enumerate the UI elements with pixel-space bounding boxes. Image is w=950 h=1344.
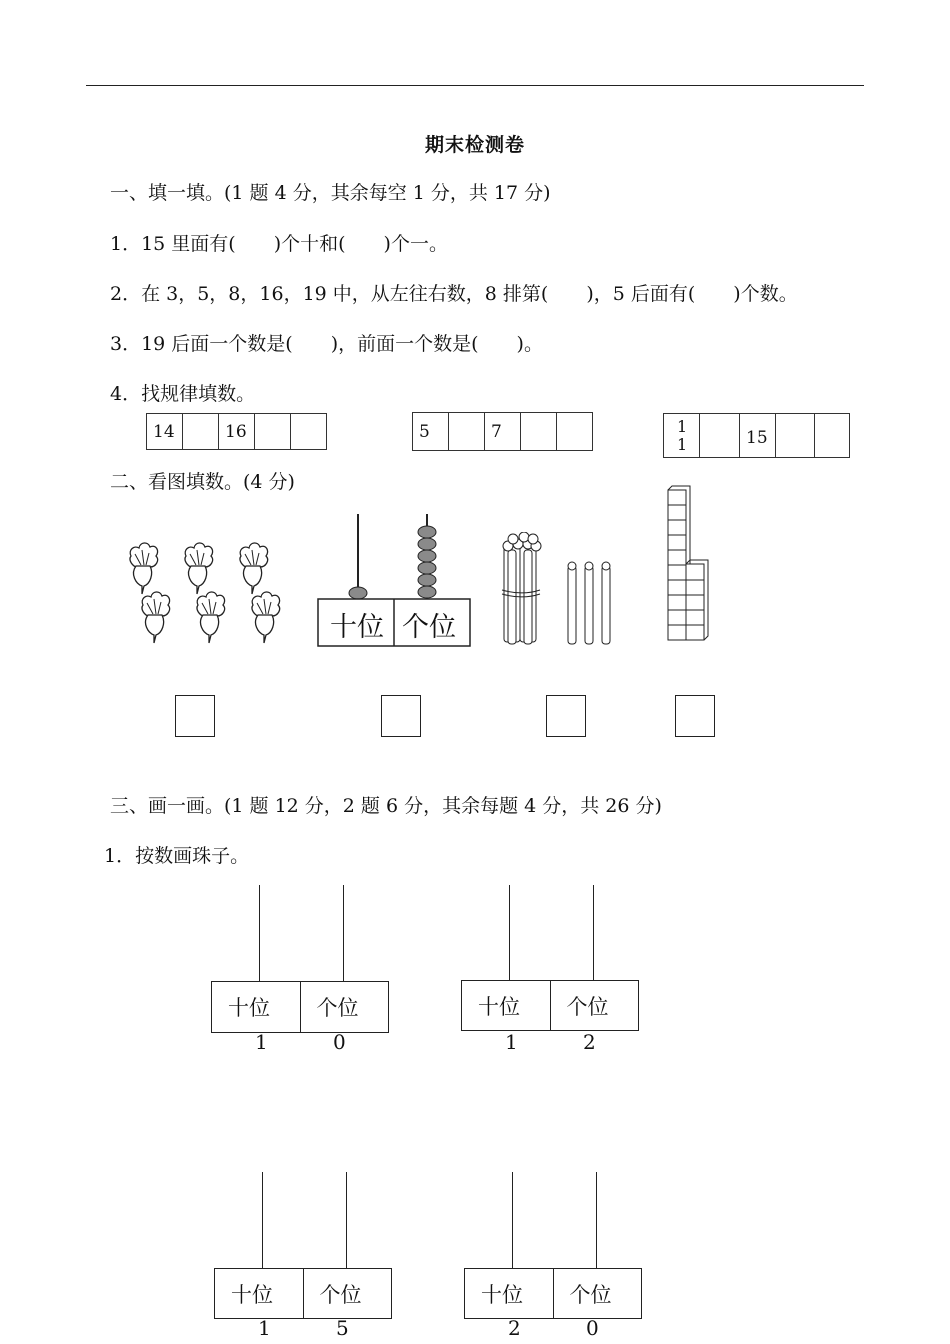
seq1-cell[interactable]	[291, 414, 327, 450]
answer-box-sticks[interactable]	[546, 695, 586, 737]
seq1-cell[interactable]	[255, 414, 291, 450]
tens-digit: 1	[505, 1030, 518, 1054]
question-1-4: 4．找规律填数。	[110, 383, 256, 405]
seq1-cell: 14	[147, 414, 183, 450]
radish-icon	[197, 592, 225, 643]
seq2-cell: 5	[413, 413, 449, 451]
ones-label: 个位	[316, 996, 359, 1020]
page-title: 期末检测卷	[424, 134, 525, 156]
tens-rod[interactable]	[259, 885, 260, 982]
section3-heading: 三、画一画。(1 题 12 分，2 题 6 分，其余每题 4 分，共 26 分)	[110, 795, 662, 817]
seq2-cell[interactable]	[557, 413, 593, 451]
sequence-table-1	[146, 413, 327, 450]
ones-digit: 5	[336, 1316, 349, 1340]
question-1-2: 2．在 3，5，8，16，19 中，从左往右数，8 排第( )，5 后面有( )个数。	[110, 283, 798, 305]
abacus-box-4	[464, 1268, 642, 1319]
tens-label: 十位	[465, 1269, 554, 1318]
tens-digit: 2	[508, 1316, 521, 1340]
seq2-cell[interactable]	[521, 413, 557, 451]
seq2-cell: 7	[485, 413, 521, 451]
seq1-cell: 16	[219, 414, 255, 450]
ones-label: 个位	[566, 994, 609, 1019]
answer-box-radishes[interactable]	[175, 695, 215, 737]
tens-label: 十位	[462, 981, 551, 1030]
top-rule	[86, 85, 864, 86]
ones-rod[interactable]	[346, 1172, 347, 1269]
radish-icon	[185, 543, 213, 594]
tens-digit: 1	[258, 1316, 271, 1340]
ones-rod[interactable]	[343, 885, 344, 982]
abacus-box-2	[461, 980, 639, 1031]
radish-icon	[142, 592, 170, 643]
tens-rod[interactable]	[512, 1172, 513, 1269]
seq3-cell[interactable]	[700, 414, 740, 458]
seq3-first-top: 1	[677, 416, 688, 436]
tens-rod[interactable]	[509, 885, 510, 981]
ones-label: 个位	[569, 1282, 612, 1307]
tens-rod[interactable]	[262, 1172, 263, 1269]
ones-digit: 0	[586, 1316, 599, 1340]
sequence-table-2	[412, 412, 593, 451]
seq2-cell[interactable]	[449, 413, 485, 451]
seq3-cell[interactable]	[815, 414, 850, 458]
seq3-cell: 15	[740, 414, 776, 458]
seq1-cell[interactable]	[183, 414, 219, 450]
ones-digit: 2	[583, 1030, 596, 1054]
ones-label: 个位	[319, 1282, 362, 1307]
section2-heading: 二、看图填数。(4 分)	[110, 471, 295, 493]
seq3-cell[interactable]	[776, 414, 815, 458]
question-1-3: 3．19 后面一个数是( )，前面一个数是( )。	[110, 333, 543, 355]
answer-box-abacus[interactable]	[381, 695, 421, 737]
abacus-box-1	[211, 981, 389, 1033]
radish-icon	[252, 592, 280, 643]
tens-label: 十位	[215, 1269, 304, 1318]
sticks-illustration	[496, 532, 616, 646]
question-3-1: 1．按数画珠子。	[104, 845, 250, 867]
seq3-first-bottom: 1	[677, 434, 688, 454]
seq3-cell	[664, 414, 700, 458]
ones-rod[interactable]	[596, 1172, 597, 1269]
cubes-illustration	[664, 484, 710, 644]
sequence-table-3	[663, 413, 850, 458]
abacus-tens-label: 十位	[330, 612, 384, 643]
ones-digit: 0	[333, 1030, 346, 1054]
tens-label: 十位	[212, 982, 301, 1032]
bead-icon	[418, 526, 436, 538]
radish-group-illustration	[120, 540, 300, 650]
abacus-ones-label: 个位	[402, 612, 456, 643]
ones-rod[interactable]	[593, 885, 594, 981]
answer-box-cubes[interactable]	[675, 695, 715, 737]
radish-icon	[130, 543, 158, 594]
section1-heading: 一、填一填。(1 题 4 分，其余每空 1 分，共 17 分)	[110, 182, 551, 204]
abacus-box-3	[214, 1268, 392, 1319]
tens-digit: 1	[255, 1030, 268, 1054]
question-1-1: 1．15 里面有( )个十和( )个一。	[110, 233, 448, 255]
radish-icon	[240, 543, 268, 594]
